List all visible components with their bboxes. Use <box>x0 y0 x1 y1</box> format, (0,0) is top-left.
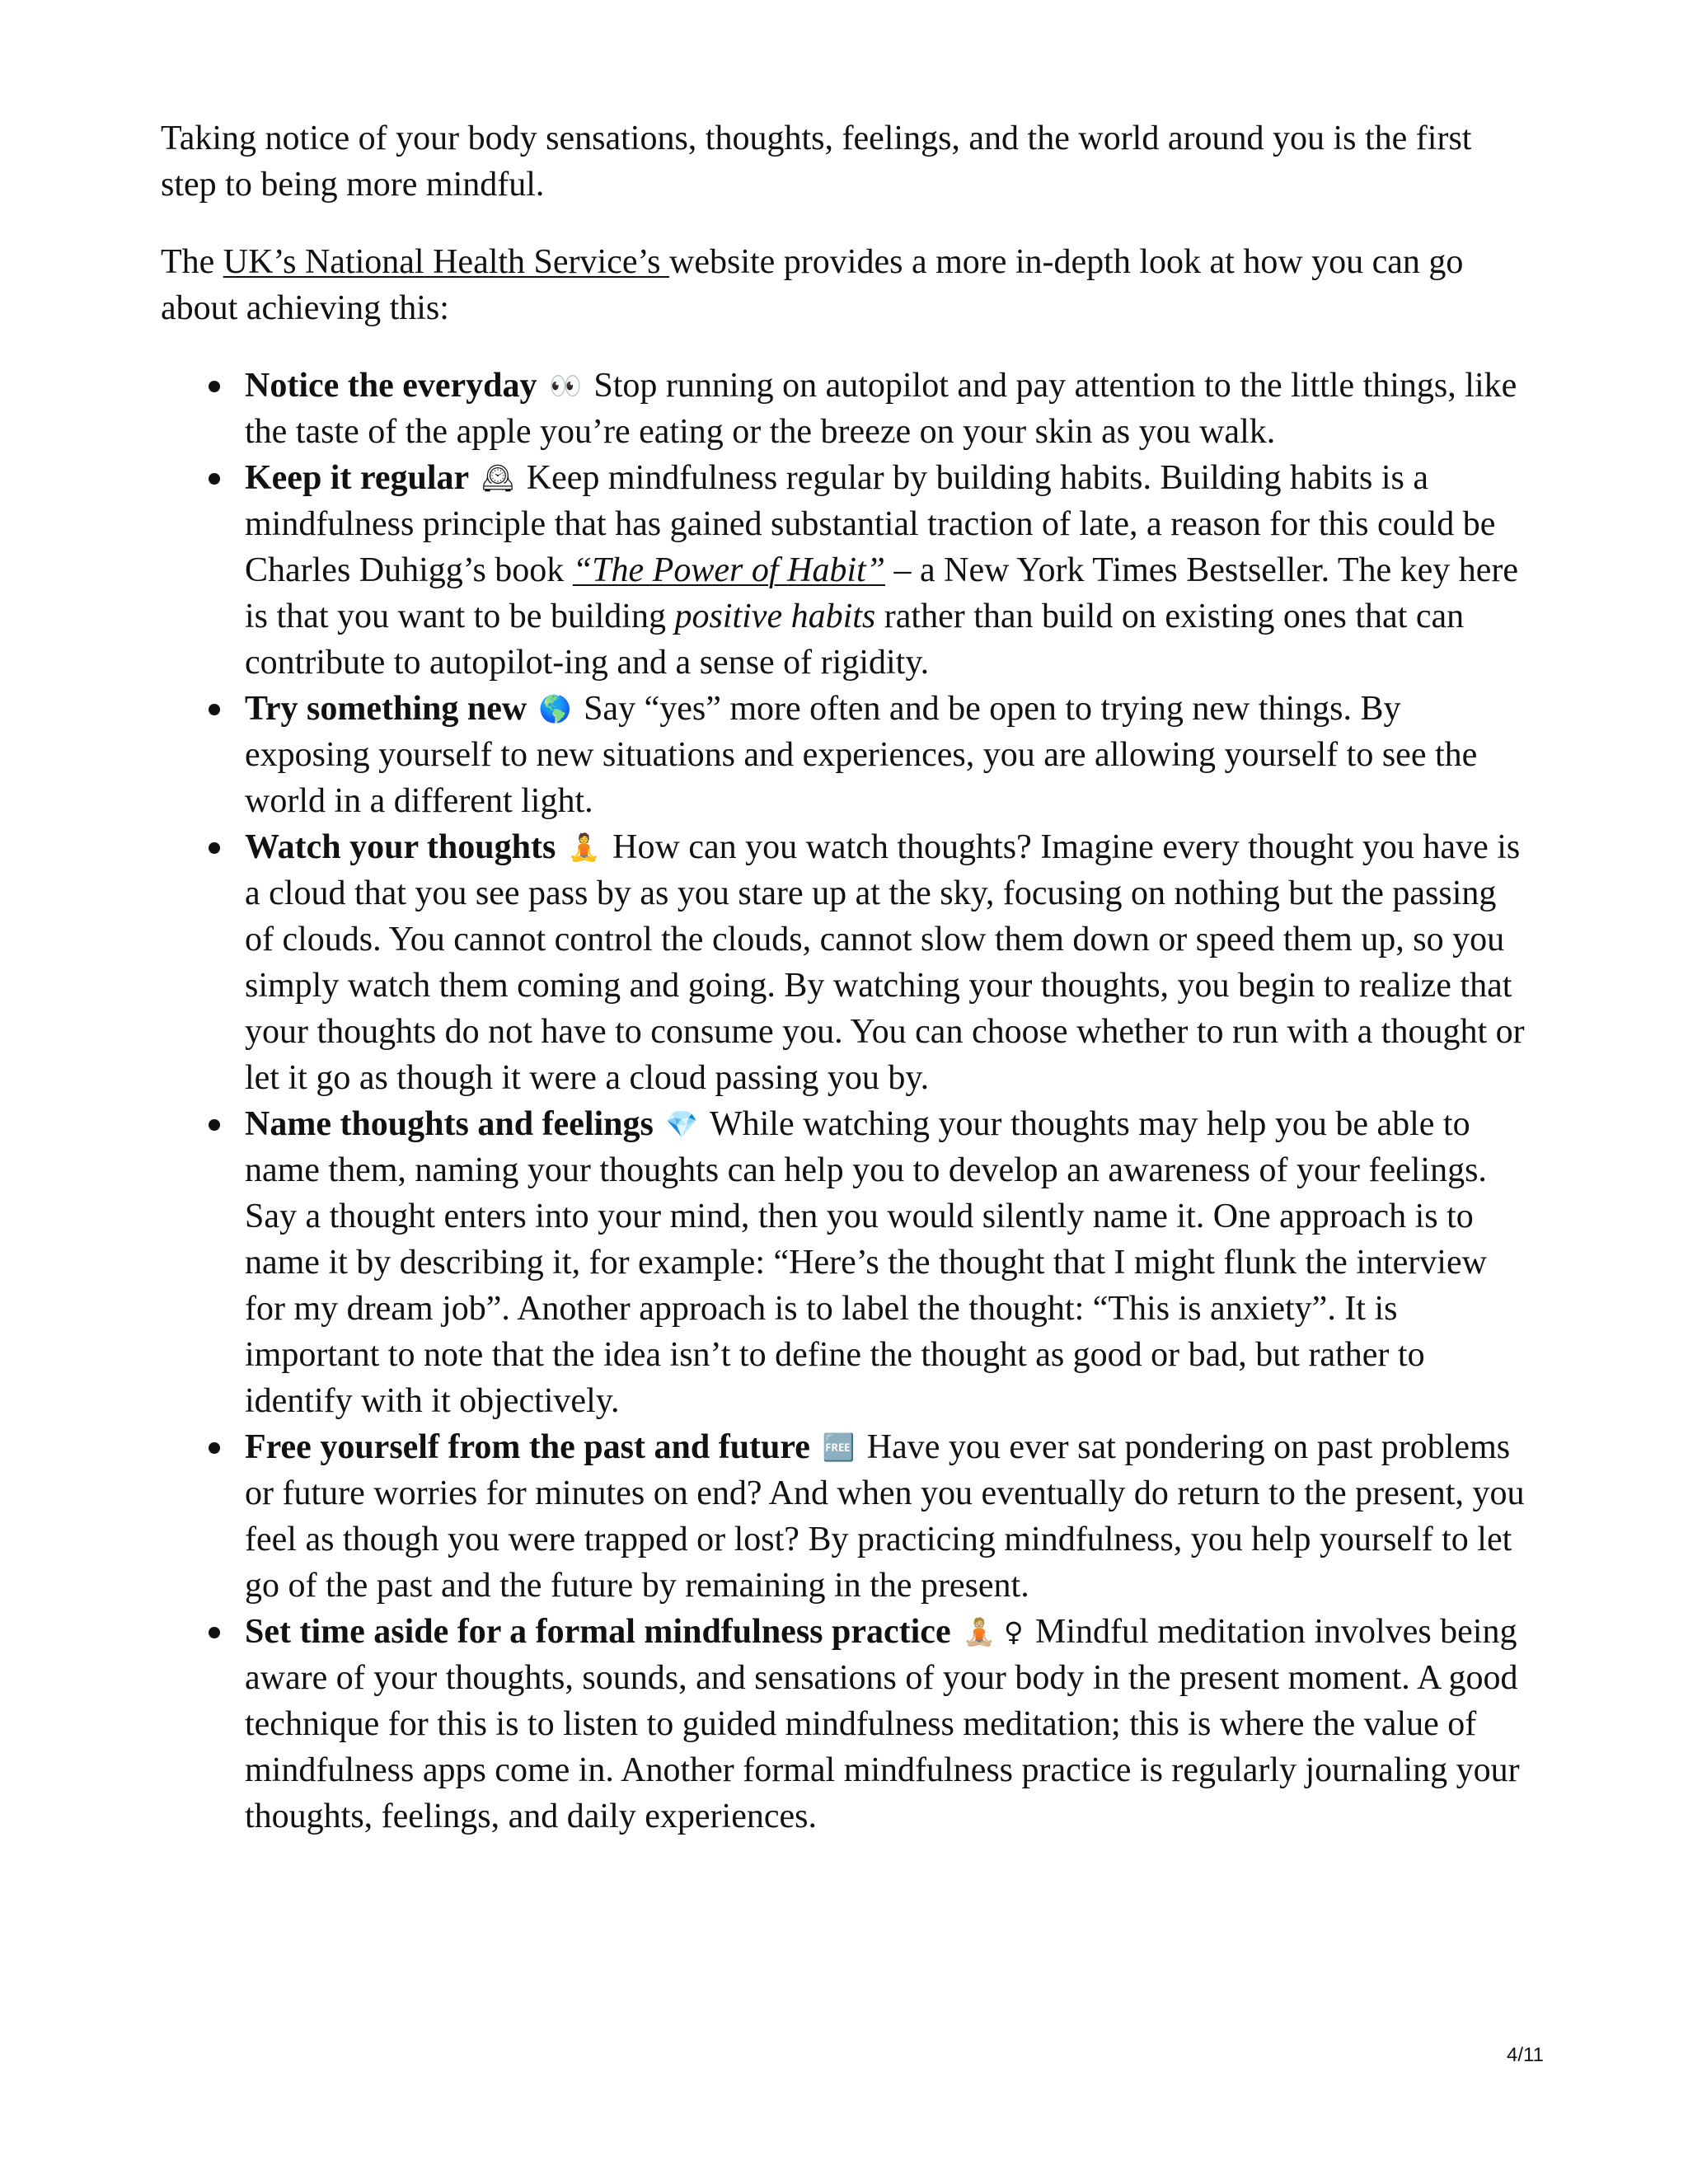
woman-meditating-icon: 🧘🏼 ♀ <box>963 1616 1024 1647</box>
item-text: Keep mindfulness regular by building habits. Building habits is a mindfulness principle that has gained substantial traction of late, a reason for this could be Charles Duhigg’s book <box>245 459 1496 589</box>
list-item <box>245 1609 1529 1840</box>
item-text: Have you ever sat pondering on past problems or future worries for minutes on end? And when you eventually do return to the present, you feel as though you were trapped or lost? By practicing mindfulness, you help yourself to let go of the past and the future by remaining in the present. <box>245 1428 1525 1605</box>
item-title: Watch your thoughts <box>245 828 556 866</box>
mindfulness-tips-list <box>161 363 1529 1840</box>
item-text: Stop running on autopilot and pay attention to the little things, like the taste of the apple you’re eating or the breeze on your skin as you walk. <box>245 367 1517 451</box>
nhs-paragraph <box>161 239 1529 331</box>
page-number: 4/11 <box>1507 2044 1544 2066</box>
list-item <box>245 686 1529 824</box>
item-title: Free yourself from the past and future <box>245 1428 810 1466</box>
nhs-link[interactable]: UK’s National Health Service’s <box>223 243 669 281</box>
intro-paragraph: Taking notice of your body sensations, thoughts, feelings, and the world around you is the first step to being more mindful. <box>161 120 1472 204</box>
nhs-paragraph-suffix: website provides a more in-depth look at how you can go about achieving this: <box>161 243 1464 327</box>
list-item <box>245 455 1529 686</box>
bullet-icon <box>209 473 220 485</box>
item-title: Keep it regular <box>245 459 470 497</box>
item-text: Say “yes” more often and be open to trying new things. By exposing yourself to new situations and experiences, you are allowing yourself to see the world in a different light. <box>245 690 1478 820</box>
meditation-icon: 🧘 <box>567 832 601 863</box>
item-title: Set time aside for a formal mindfulness practice <box>245 1613 951 1651</box>
item-text: Mindful meditation involves being aware of your thoughts, sounds, and sensations of your body in the present moment. A good technique for this is to listen to guided mindfulness meditation; this is where the value of mindfulness apps come in. Another formal mindfulness practice is regularly journaling your thoughts, feelings, and daily experiences. <box>245 1613 1520 1835</box>
item-emphasis: positive habits <box>674 598 876 635</box>
list-item <box>245 824 1529 1101</box>
clock-icon: 🕰 <box>481 462 515 494</box>
book-link[interactable]: “The Power of Habit” <box>572 551 886 589</box>
bullet-icon <box>209 381 220 392</box>
item-text: rather than build on existing ones that can contribute to autopilot-ing and a sense of rigidity. <box>245 598 1465 682</box>
document-body <box>161 115 1529 1840</box>
list-item <box>245 1424 1529 1609</box>
item-text: – a New York Times Bestseller. The key here is that you want to be building <box>245 551 1519 635</box>
list-item <box>245 363 1529 455</box>
gem-icon: 💎 <box>665 1108 699 1140</box>
list-item <box>245 1101 1529 1424</box>
bullet-icon <box>209 1442 220 1454</box>
eyes-icon: 👀 <box>549 370 582 401</box>
globe-icon: 🌎 <box>538 693 572 724</box>
item-title: Try something new <box>245 690 528 728</box>
bullet-icon <box>209 842 220 854</box>
bullet-icon <box>209 1119 220 1131</box>
item-title: Notice the everyday <box>245 367 537 405</box>
free-icon: 🆓 <box>822 1432 856 1463</box>
item-text: While watching your thoughts may help you be able to name them, naming your thoughts can help you to develop an awareness of your feelings. Say a thought enters into your mind, then you would silently name it. One approach is to name it by describing it, for example: “Here’s the thought that I might flunk the interview for my dream job”. Another approach is to label the thought: “This is anxiety”. It is important to note that the idea isn’t to define the thought as good or bad, but rather to identify with it objectively. <box>245 1105 1487 1420</box>
bullet-icon <box>209 1627 220 1638</box>
item-text: How can you watch thoughts? Imagine every thought you have is a cloud that you see pass by as you stare up at the sky, focusing on nothing but the passing of clouds. You cannot control the clouds, cannot slow them down or speed them up, so you simply watch them coming and going. By watching your thoughts, you begin to realize that your thoughts do not have to consume you. You can choose whether to run with a thought or let it go as though it were a cloud passing you by. <box>245 828 1525 1097</box>
item-title: Name thoughts and feelings <box>245 1105 654 1143</box>
bullet-icon <box>209 704 220 715</box>
nhs-paragraph-prefix: The <box>161 243 223 281</box>
